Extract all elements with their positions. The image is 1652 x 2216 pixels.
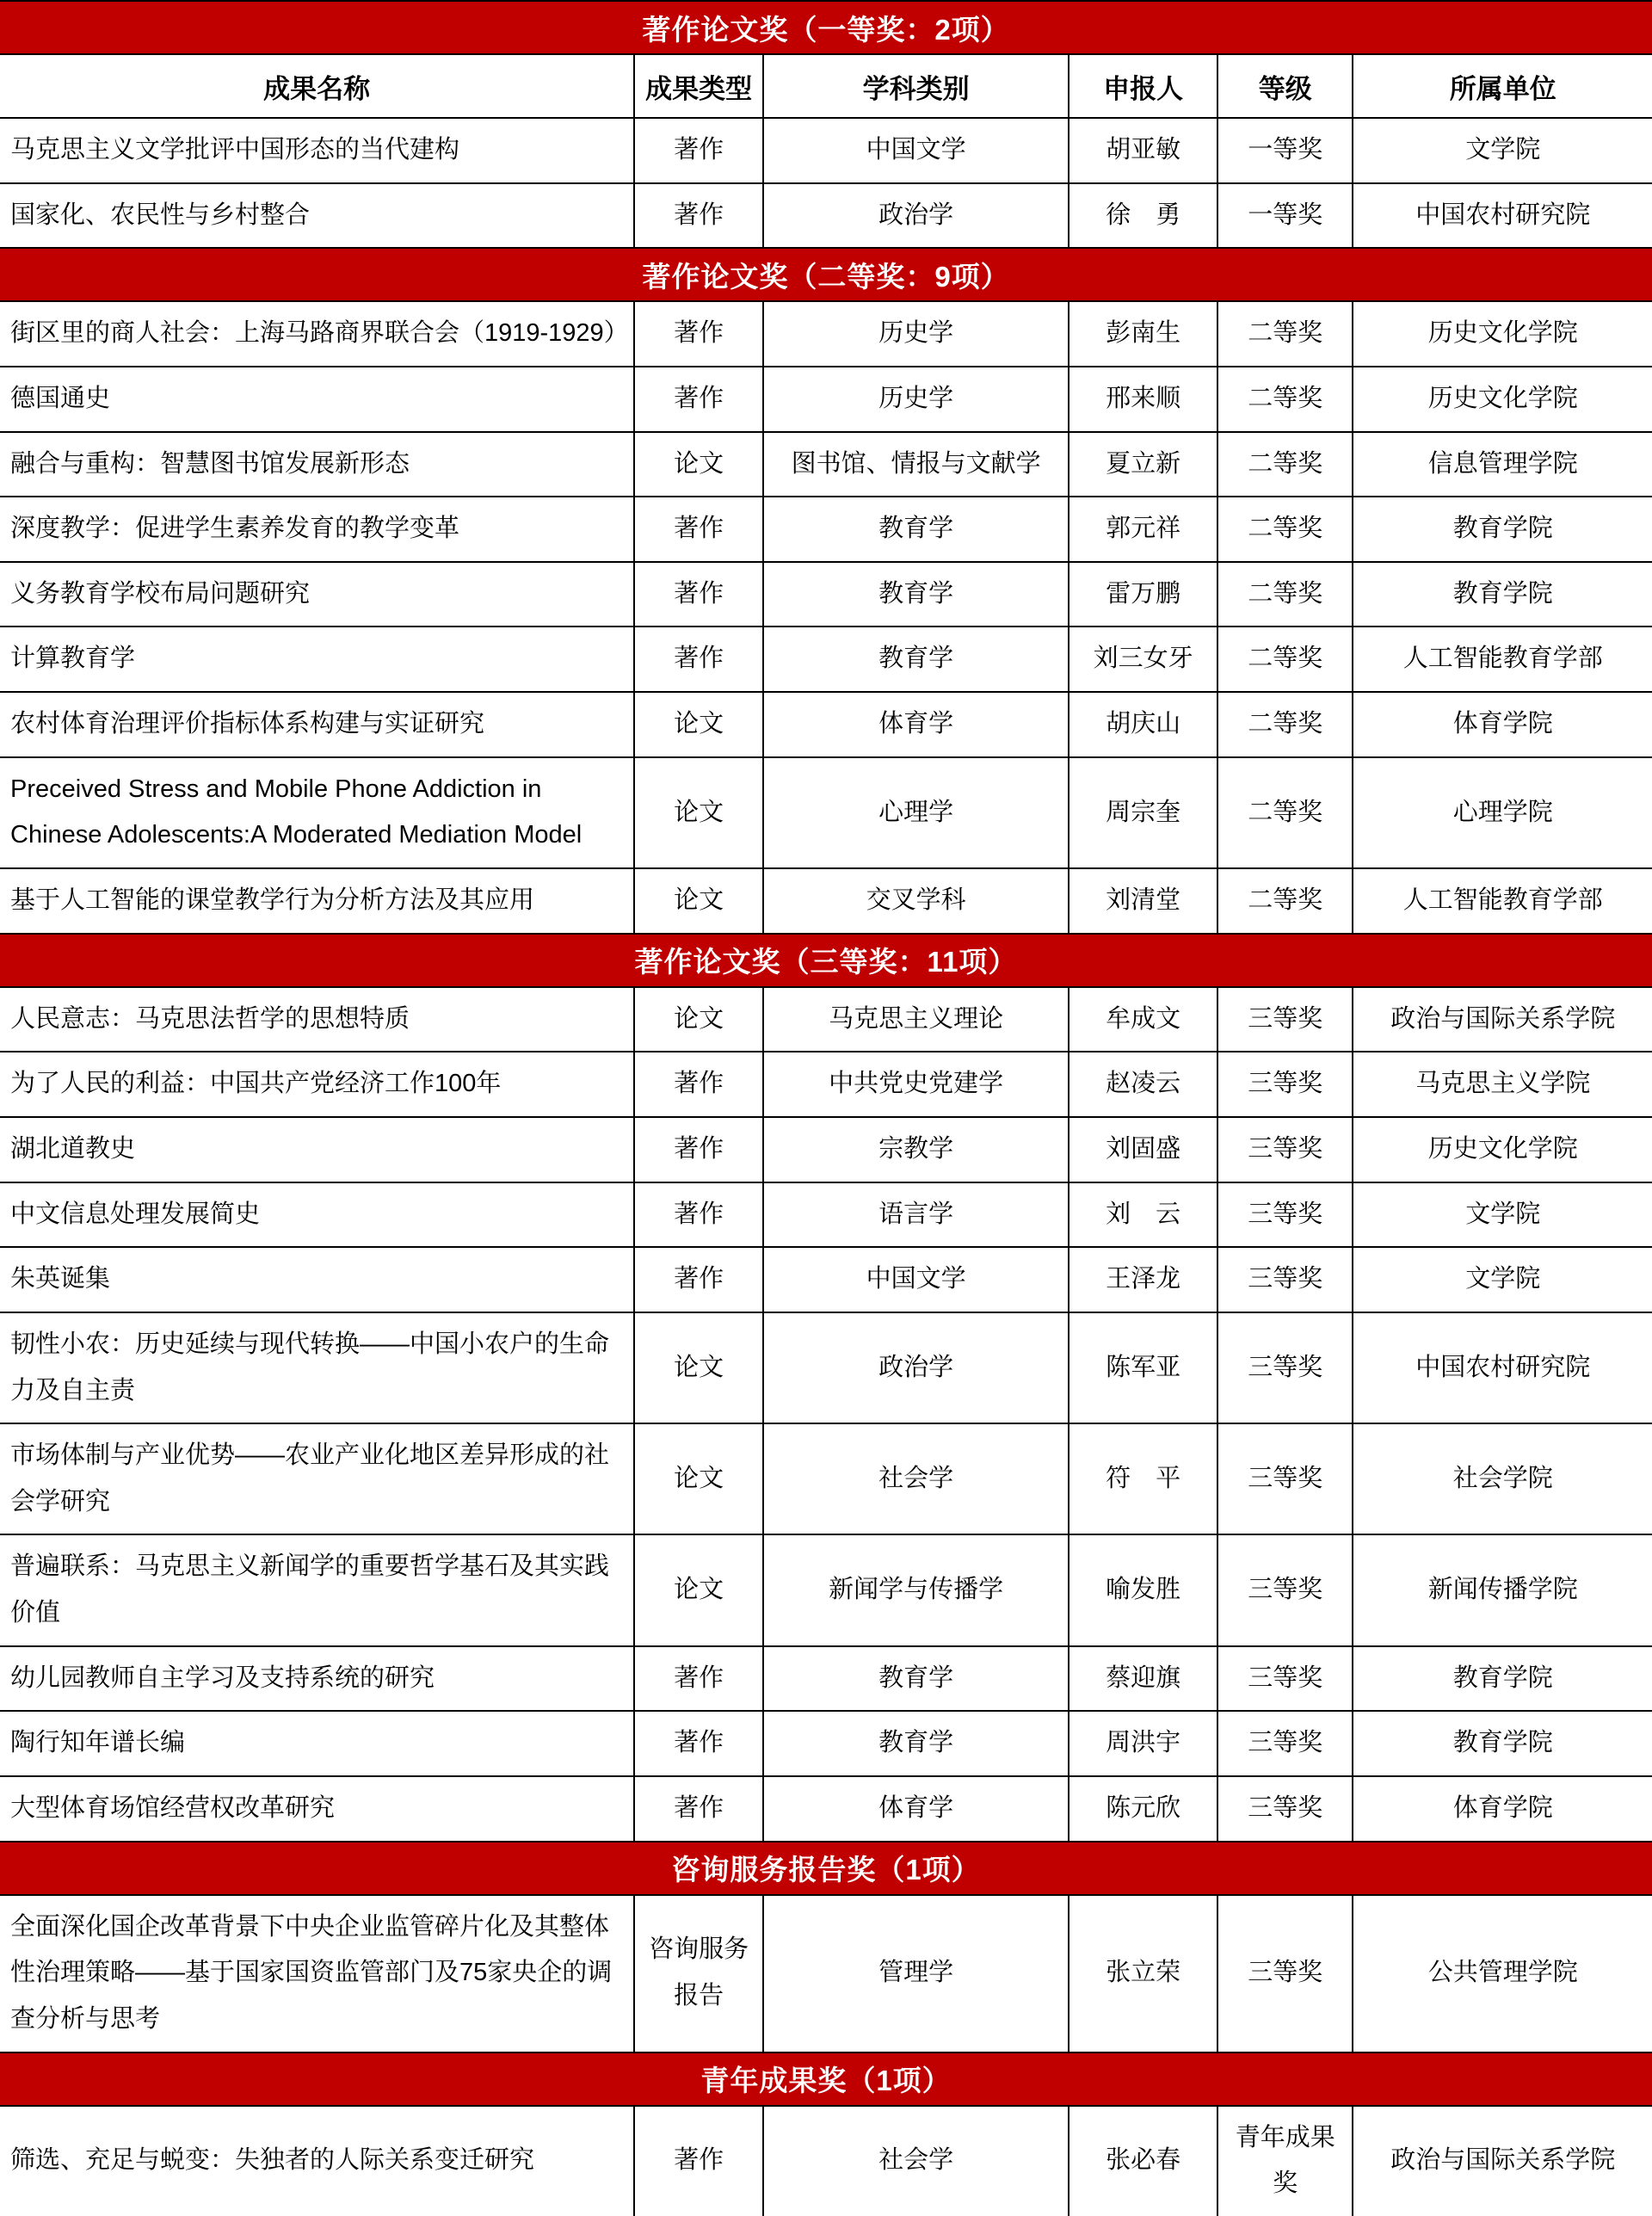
cell-discipline: 中共党史党建学	[763, 1052, 1069, 1117]
section-title: 咨询服务报告奖（1项）	[0, 1842, 1652, 1895]
cell-applicant: 周洪宇	[1069, 1711, 1217, 1776]
cell-grade: 一等奖	[1217, 183, 1353, 249]
cell-type: 著作	[634, 1182, 763, 1248]
column-header-discipline: 学科类别	[763, 54, 1069, 118]
cell-grade: 三等奖	[1217, 987, 1353, 1052]
table-row	[0, 367, 1652, 432]
cell-type: 著作	[634, 1117, 763, 1182]
cell-title: Preceived Stress and Mobile Phone Addiction in Chinese Adolescents:A Moderated Mediation Model	[0, 757, 634, 868]
cell-discipline: 教育学	[763, 497, 1069, 562]
cell-applicant: 张必春	[1069, 2106, 1217, 2216]
cell-grade: 三等奖	[1217, 1895, 1353, 2052]
cell-type: 著作	[634, 1711, 763, 1776]
table-row	[0, 1182, 1652, 1248]
column-header-unit: 所属单位	[1353, 54, 1652, 118]
cell-title: 基于人工智能的课堂教学行为分析方法及其应用	[0, 868, 634, 934]
cell-grade: 二等奖	[1217, 367, 1353, 432]
cell-applicant: 郭元祥	[1069, 497, 1217, 562]
cell-unit: 人工智能教育学部	[1353, 627, 1652, 692]
cell-type: 著作	[634, 118, 763, 183]
cell-grade: 三等奖	[1217, 1711, 1353, 1776]
cell-unit: 中国农村研究院	[1353, 183, 1652, 249]
table-row	[0, 2106, 1652, 2216]
cell-title: 韧性小农：历史延续与现代转换——中国小农户的生命力及自主责	[0, 1312, 634, 1423]
cell-discipline: 历史学	[763, 367, 1069, 432]
cell-unit: 社会学院	[1353, 1423, 1652, 1534]
cell-unit: 文学院	[1353, 1182, 1652, 1248]
cell-type: 论文	[634, 868, 763, 934]
cell-unit: 人工智能教育学部	[1353, 868, 1652, 934]
cell-title: 农村体育治理评价指标体系构建与实证研究	[0, 692, 634, 757]
cell-grade: 三等奖	[1217, 1423, 1353, 1534]
cell-grade: 二等奖	[1217, 868, 1353, 934]
table-row	[0, 562, 1652, 627]
cell-discipline: 马克思主义理论	[763, 987, 1069, 1052]
cell-title: 马克思主义文学批评中国形态的当代建构	[0, 118, 634, 183]
cell-unit: 教育学院	[1353, 1646, 1652, 1712]
cell-title: 大型体育场馆经营权改革研究	[0, 1776, 634, 1842]
cell-unit: 心理学院	[1353, 757, 1652, 868]
cell-type: 著作	[634, 367, 763, 432]
cell-unit: 体育学院	[1353, 692, 1652, 757]
cell-type: 著作	[634, 562, 763, 627]
column-header-applicant: 申报人	[1069, 54, 1217, 118]
cell-discipline: 中国文学	[763, 118, 1069, 183]
table-row	[0, 627, 1652, 692]
cell-grade: 三等奖	[1217, 1052, 1353, 1117]
cell-grade: 一等奖	[1217, 118, 1353, 183]
awards-table-body	[0, 1, 1652, 2216]
cell-type: 著作	[634, 497, 763, 562]
cell-title: 筛选、充足与蜕变：失独者的人际关系变迁研究	[0, 2106, 634, 2216]
cell-discipline: 中国文学	[763, 1247, 1069, 1312]
cell-title: 融合与重构：智慧图书馆发展新形态	[0, 432, 634, 497]
cell-grade: 青年成果奖	[1217, 2106, 1353, 2216]
column-header-grade: 等级	[1217, 54, 1353, 118]
cell-unit: 信息管理学院	[1353, 432, 1652, 497]
cell-unit: 历史文化学院	[1353, 301, 1652, 367]
cell-grade: 二等奖	[1217, 562, 1353, 627]
cell-title: 计算教育学	[0, 627, 634, 692]
cell-applicant: 王泽龙	[1069, 1247, 1217, 1312]
cell-discipline: 社会学	[763, 2106, 1069, 2216]
cell-type: 著作	[634, 627, 763, 692]
section-header-row	[0, 934, 1652, 987]
cell-applicant: 雷万鹏	[1069, 562, 1217, 627]
section-header-row	[0, 1, 1652, 54]
cell-unit: 文学院	[1353, 118, 1652, 183]
cell-type: 论文	[634, 1312, 763, 1423]
cell-applicant: 刘固盛	[1069, 1117, 1217, 1182]
cell-grade: 二等奖	[1217, 692, 1353, 757]
cell-type: 著作	[634, 2106, 763, 2216]
section-header-row	[0, 1842, 1652, 1895]
cell-title: 陶行知年谱长编	[0, 1711, 634, 1776]
cell-discipline: 政治学	[763, 1312, 1069, 1423]
cell-applicant: 刘清堂	[1069, 868, 1217, 934]
table-row	[0, 1117, 1652, 1182]
cell-title: 深度教学：促进学生素养发育的教学变革	[0, 497, 634, 562]
cell-unit: 马克思主义学院	[1353, 1052, 1652, 1117]
cell-grade: 三等奖	[1217, 1312, 1353, 1423]
cell-discipline: 教育学	[763, 562, 1069, 627]
cell-discipline: 体育学	[763, 1776, 1069, 1842]
cell-grade: 二等奖	[1217, 757, 1353, 868]
cell-type: 论文	[634, 757, 763, 868]
table-row	[0, 183, 1652, 249]
column-header-row	[0, 54, 1652, 118]
table-row	[0, 432, 1652, 497]
cell-grade: 二等奖	[1217, 432, 1353, 497]
cell-type: 著作	[634, 1052, 763, 1117]
table-row	[0, 1711, 1652, 1776]
cell-title: 人民意志：马克思法哲学的思想特质	[0, 987, 634, 1052]
cell-applicant: 胡亚敏	[1069, 118, 1217, 183]
cell-unit: 历史文化学院	[1353, 367, 1652, 432]
cell-applicant: 邢来顺	[1069, 367, 1217, 432]
cell-title: 朱英诞集	[0, 1247, 634, 1312]
cell-unit: 政治与国际关系学院	[1353, 987, 1652, 1052]
table-row	[0, 1776, 1652, 1842]
cell-title: 全面深化国企改革背景下中央企业监管碎片化及其整体性治理策略——基于国家国资监管部门及75家央企的调查分析与思考	[0, 1895, 634, 2052]
cell-applicant: 周宗奎	[1069, 757, 1217, 868]
cell-grade: 三等奖	[1217, 1247, 1353, 1312]
cell-type: 论文	[634, 692, 763, 757]
cell-title: 义务教育学校布局问题研究	[0, 562, 634, 627]
cell-applicant: 牟成文	[1069, 987, 1217, 1052]
cell-type: 论文	[634, 1423, 763, 1534]
cell-title: 街区里的商人社会：上海马路商界联合会（1919-1929）	[0, 301, 634, 367]
cell-applicant: 夏立新	[1069, 432, 1217, 497]
cell-grade: 三等奖	[1217, 1182, 1353, 1248]
cell-unit: 历史文化学院	[1353, 1117, 1652, 1182]
cell-type: 著作	[634, 301, 763, 367]
cell-applicant: 蔡迎旗	[1069, 1646, 1217, 1712]
cell-discipline: 历史学	[763, 301, 1069, 367]
cell-discipline: 新闻学与传播学	[763, 1534, 1069, 1645]
table-row	[0, 1895, 1652, 2052]
cell-discipline: 政治学	[763, 183, 1069, 249]
cell-type: 咨询服务报告	[634, 1895, 763, 2052]
cell-discipline: 宗教学	[763, 1117, 1069, 1182]
cell-applicant: 张立荣	[1069, 1895, 1217, 2052]
table-row	[0, 692, 1652, 757]
cell-title: 幼儿园教师自主学习及支持系统的研究	[0, 1646, 634, 1712]
cell-applicant: 赵凌云	[1069, 1052, 1217, 1117]
cell-applicant: 符 平	[1069, 1423, 1217, 1534]
table-row	[0, 987, 1652, 1052]
section-header-row	[0, 2052, 1652, 2106]
column-header-title: 成果名称	[0, 54, 634, 118]
cell-discipline: 心理学	[763, 757, 1069, 868]
cell-unit: 文学院	[1353, 1247, 1652, 1312]
table-row	[0, 1646, 1652, 1712]
cell-grade: 三等奖	[1217, 1776, 1353, 1842]
cell-type: 论文	[634, 987, 763, 1052]
cell-type: 著作	[634, 1247, 763, 1312]
table-row	[0, 301, 1652, 367]
cell-applicant: 徐 勇	[1069, 183, 1217, 249]
cell-applicant: 喻发胜	[1069, 1534, 1217, 1645]
cell-unit: 体育学院	[1353, 1776, 1652, 1842]
section-title: 著作论文奖（三等奖：11项）	[0, 934, 1652, 987]
cell-discipline: 交叉学科	[763, 868, 1069, 934]
cell-title: 为了人民的利益：中国共产党经济工作100年	[0, 1052, 634, 1117]
section-title: 青年成果奖（1项）	[0, 2052, 1652, 2106]
cell-title: 普遍联系：马克思主义新闻学的重要哲学基石及其实践价值	[0, 1534, 634, 1645]
cell-applicant: 彭南生	[1069, 301, 1217, 367]
table-row	[0, 1423, 1652, 1534]
cell-unit: 教育学院	[1353, 1711, 1652, 1776]
cell-discipline: 教育学	[763, 1711, 1069, 1776]
cell-type: 著作	[634, 1646, 763, 1712]
cell-discipline: 管理学	[763, 1895, 1069, 2052]
cell-unit: 政治与国际关系学院	[1353, 2106, 1652, 2216]
cell-grade: 二等奖	[1217, 627, 1353, 692]
cell-title: 中文信息处理发展简史	[0, 1182, 634, 1248]
cell-discipline: 教育学	[763, 627, 1069, 692]
cell-title: 德国通史	[0, 367, 634, 432]
cell-title: 国家化、农民性与乡村整合	[0, 183, 634, 249]
cell-discipline: 语言学	[763, 1182, 1069, 1248]
cell-unit: 公共管理学院	[1353, 1895, 1652, 2052]
cell-applicant: 陈军亚	[1069, 1312, 1217, 1423]
cell-applicant: 刘 云	[1069, 1182, 1217, 1248]
cell-type: 论文	[634, 1534, 763, 1645]
cell-discipline: 体育学	[763, 692, 1069, 757]
cell-discipline: 社会学	[763, 1423, 1069, 1534]
section-title: 著作论文奖（二等奖：9项）	[0, 248, 1652, 301]
cell-discipline: 教育学	[763, 1646, 1069, 1712]
section-title: 著作论文奖（一等奖：2项）	[0, 1, 1652, 54]
cell-grade: 三等奖	[1217, 1534, 1353, 1645]
table-row	[0, 1312, 1652, 1423]
cell-discipline: 图书馆、情报与文献学	[763, 432, 1069, 497]
column-header-type: 成果类型	[634, 54, 763, 118]
cell-applicant: 胡庆山	[1069, 692, 1217, 757]
cell-type: 著作	[634, 1776, 763, 1842]
cell-unit: 教育学院	[1353, 562, 1652, 627]
cell-grade: 二等奖	[1217, 497, 1353, 562]
cell-applicant: 陈元欣	[1069, 1776, 1217, 1842]
cell-title: 市场体制与产业优势——农业产业化地区差异形成的社会学研究	[0, 1423, 634, 1534]
cell-applicant: 刘三女牙	[1069, 627, 1217, 692]
cell-grade: 三等奖	[1217, 1117, 1353, 1182]
cell-unit: 中国农村研究院	[1353, 1312, 1652, 1423]
cell-unit: 新闻传播学院	[1353, 1534, 1652, 1645]
table-row	[0, 1247, 1652, 1312]
table-row	[0, 868, 1652, 934]
cell-type: 论文	[634, 432, 763, 497]
cell-grade: 三等奖	[1217, 1646, 1353, 1712]
cell-title: 湖北道教史	[0, 1117, 634, 1182]
cell-type: 著作	[634, 183, 763, 249]
cell-unit: 教育学院	[1353, 497, 1652, 562]
table-row	[0, 118, 1652, 183]
table-row	[0, 497, 1652, 562]
section-header-row	[0, 248, 1652, 301]
cell-grade: 二等奖	[1217, 301, 1353, 367]
table-row	[0, 1052, 1652, 1117]
table-row	[0, 1534, 1652, 1645]
table-row	[0, 757, 1652, 868]
